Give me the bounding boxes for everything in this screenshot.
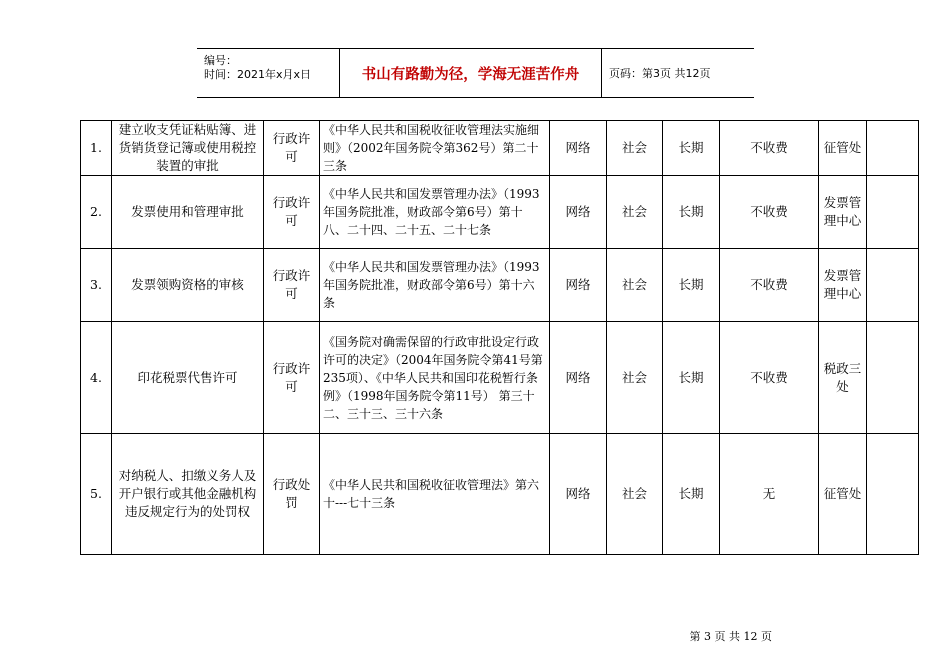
term: 长期: [663, 434, 720, 555]
number-label: 编号：: [204, 54, 237, 67]
scope: 社会: [607, 249, 663, 322]
table-row: [81, 249, 919, 322]
legal-basis: 《中华人民共和国税收征收管理法实施细则》（2002年国务院令第362号）第二十三条: [320, 121, 550, 176]
fee: 不收费: [720, 176, 819, 249]
scope: 社会: [607, 121, 663, 176]
table-row: [81, 322, 919, 434]
term: 长期: [663, 176, 720, 249]
item-type: 行政许可: [264, 121, 320, 176]
row-number: 5.: [81, 434, 112, 555]
fee: 不收费: [720, 322, 819, 434]
table-row: [81, 121, 919, 176]
channel: 网络: [550, 322, 607, 434]
row-number: 1.: [81, 121, 112, 176]
table-row: [81, 176, 919, 249]
approval-table: [80, 120, 919, 555]
term: 长期: [663, 121, 720, 176]
term: 长期: [663, 322, 720, 434]
department: 税政三处: [819, 322, 867, 434]
department: 征管处: [819, 434, 867, 555]
fee: 不收费: [720, 249, 819, 322]
item-type: 行政许可: [264, 322, 320, 434]
page-footer: 第 3 页 共 12 页: [689, 630, 772, 643]
channel: 网络: [550, 249, 607, 322]
extra-cell: [867, 434, 919, 555]
item-name: 建立收支凭证粘贴簿、进货销货登记簿或使用税控装置的审批: [112, 121, 264, 176]
channel: 网络: [550, 121, 607, 176]
item-name: 印花税票代售许可: [112, 322, 264, 434]
item-name: 发票使用和管理审批: [112, 176, 264, 249]
header-motto: 书山有路勤为径，学海无涯苦作舟: [340, 49, 602, 97]
time-label: 时间：2021年x月x日: [204, 68, 312, 81]
item-name: 发票领购资格的审核: [112, 249, 264, 322]
header-meta: [197, 49, 340, 97]
department: 发票管理中心: [819, 176, 867, 249]
document-header: [197, 48, 754, 98]
row-number: 3.: [81, 249, 112, 322]
legal-basis: 《国务院对确需保留的行政审批设定行政许可的决定》（2004年国务院令第41号第235项）、《中华人民共和国印花税暂行条例》（1998年国务院令第11号） 第三十二、三十三、三十六条: [320, 322, 550, 434]
table-row: [81, 434, 919, 555]
row-number: 2.: [81, 176, 112, 249]
department: 征管处: [819, 121, 867, 176]
item-name: 对纳税人、扣缴义务人及开户银行或其他金融机构违反规定行为的处罚权: [112, 434, 264, 555]
scope: 社会: [607, 176, 663, 249]
department: 发票管理中心: [819, 249, 867, 322]
extra-cell: [867, 121, 919, 176]
row-number: 4.: [81, 322, 112, 434]
fee: 无: [720, 434, 819, 555]
item-type: 行政许可: [264, 176, 320, 249]
channel: 网络: [550, 434, 607, 555]
fee: 不收费: [720, 121, 819, 176]
extra-cell: [867, 249, 919, 322]
legal-basis: 《中华人民共和国发票管理办法》（1993年国务院批准，财政部令第6号）第十六条: [320, 249, 550, 322]
extra-cell: [867, 176, 919, 249]
scope: 社会: [607, 434, 663, 555]
legal-basis: 《中华人民共和国税收征收管理法》第六十---七十三条: [320, 434, 550, 555]
extra-cell: [867, 322, 919, 434]
header-page-info: 页码：第3页 共12页: [609, 67, 711, 80]
legal-basis: 《中华人民共和国发票管理办法》（1993年国务院批准，财政部令第6号）第十八、二十四、二十五、二十七条: [320, 176, 550, 249]
term: 长期: [663, 249, 720, 322]
item-type: 行政处罚: [264, 434, 320, 555]
item-type: 行政许可: [264, 249, 320, 322]
channel: 网络: [550, 176, 607, 249]
scope: 社会: [607, 322, 663, 434]
